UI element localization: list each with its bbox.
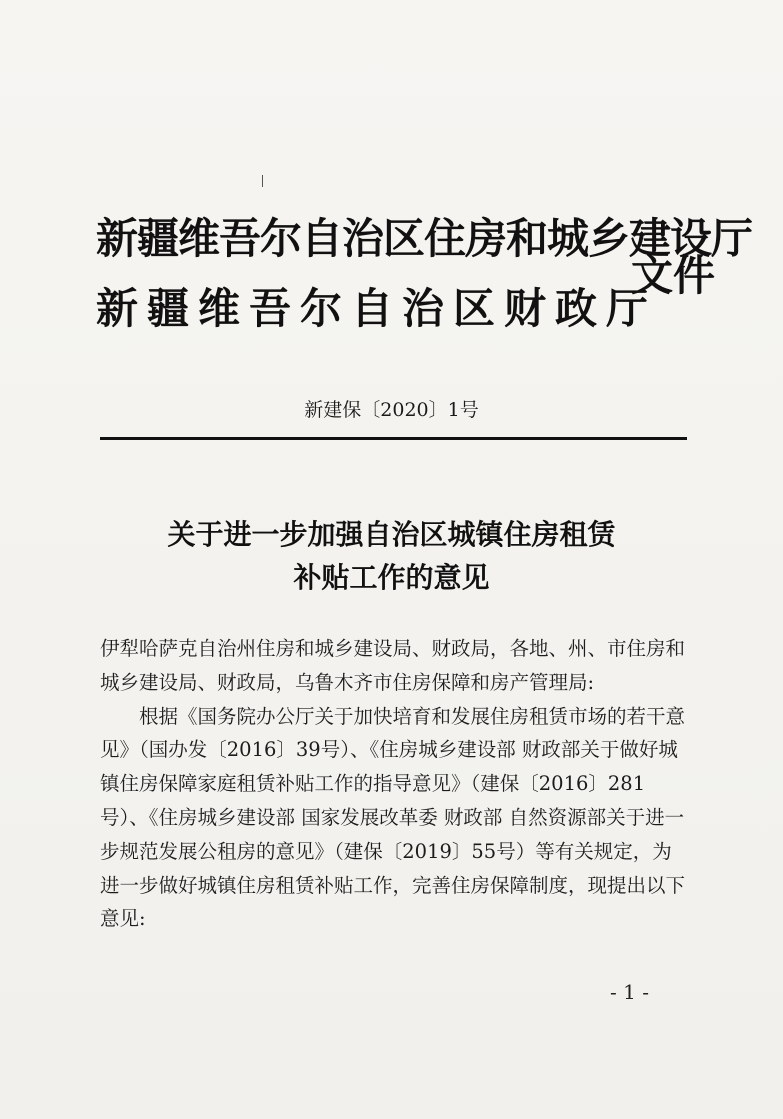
- document-number: 新建保〔2020〕1号: [304, 399, 479, 421]
- header-divider: [100, 437, 687, 440]
- issuer-line-2: 新疆维吾尔自治区财政厅: [96, 284, 658, 333]
- addressee: 伊犁哈萨克自治州住房和城乡建设局、财政局，各地、州、市住房和城乡建设局、财政局，乌鲁木齐市住房保障和房产管理局:: [100, 637, 686, 694]
- scan-mark: [262, 175, 263, 187]
- body-paragraph-1: 根据《国务院办公厅关于加快培育和发展住房租赁市场的若干意见》（国办发〔2016〕39号）、《住房城乡建设部 财政部关于做好城镇住房保障家庭租赁补贴工作的指导意见》（建保〔2016〕281号）、《住房城乡建设部 国家发展改革委 财政部 自然资源部关于进一步规范发展公租房的意见》（建保〔2019〕55号）等有关规定，为进一步做好城镇住房租赁补贴工作，完善住房保障制度，现提出以下意见:: [100, 704, 686, 931]
- document-header: [96, 198, 753, 358]
- doc-type-label: 文件: [631, 251, 716, 300]
- page-number: - 1 -: [610, 980, 649, 1004]
- issuer-line-1: 新疆维吾尔自治区住房和城乡建设厅: [96, 214, 753, 263]
- document-body: [100, 632, 690, 936]
- title-line-1: 关于进一步加强自治区城镇住房租赁: [167, 518, 616, 551]
- title-line-2: 补贴工作的意见: [293, 561, 490, 594]
